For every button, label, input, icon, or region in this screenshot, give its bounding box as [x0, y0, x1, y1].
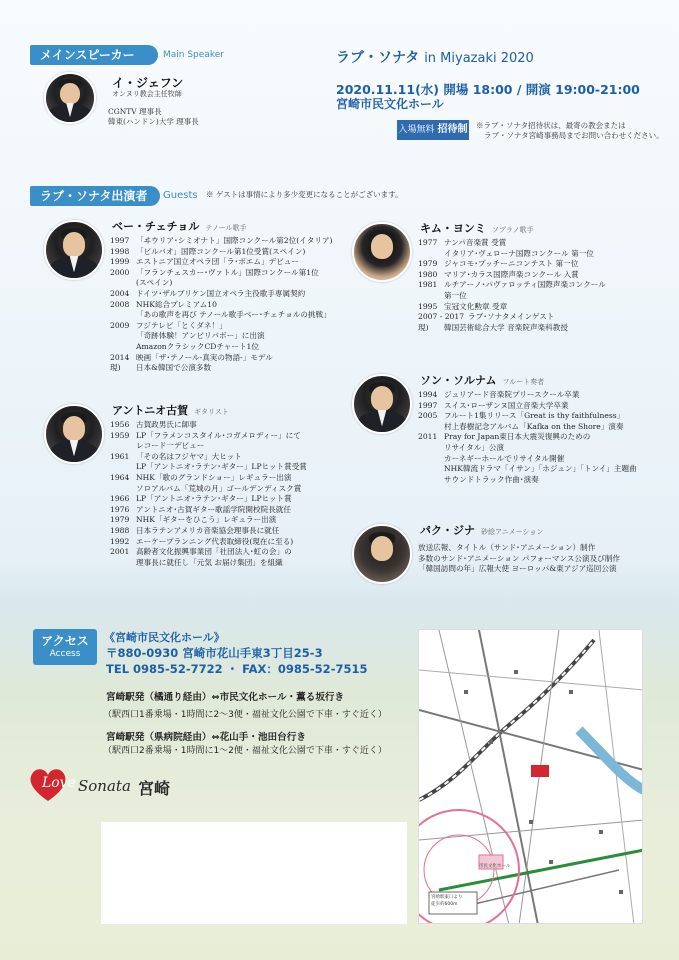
career-text: アントニオ･古賀ギター歌謡学院開校院長就任: [136, 504, 291, 514]
guests-tag: ラブ・ソナタ出演者: [30, 186, 160, 206]
career-text: ジュリアード音楽院プリースクール卒業: [444, 390, 580, 399]
career-entry: [418, 238, 606, 249]
main-speaker-position: 韓東(ハンドン)大学 理事長: [108, 117, 199, 126]
blank-stamp-area: [101, 822, 407, 924]
career-year: 2005: [418, 411, 438, 421]
career-text: ジャコモ･プッチーニコンテスト 第一位: [444, 259, 579, 269]
invitation-note: ※ラブ・ソナタ招待状は、最寄の教会または: [476, 121, 626, 130]
career-entry: 多数のサンド･アニメーション パフォーマンス公演及び制作: [418, 553, 620, 563]
career-year: 1994: [418, 390, 438, 399]
career-entry: [418, 270, 606, 281]
career-text: ドイツ･ザルブリケン国立オペラ主役歌手専属契約: [136, 288, 306, 298]
career-text: Pray for Japan東日本大震災復興のための: [444, 432, 591, 442]
access-address: 〒880-0930 宮崎市花山手東3丁目25-3: [106, 646, 323, 660]
career-text: フジテレビ「とくダネ！」: [136, 320, 227, 330]
career-entry: 放送広報、タイトル（サンド･アニメーション）制作: [418, 543, 596, 552]
career-text: 日本ラテンアメリカ音楽協会理事長に就任: [136, 525, 280, 535]
career-entry: [418, 280, 606, 291]
career-entry: [110, 473, 307, 484]
career-text: NHK「ギターをひこう」レギュラー出演: [136, 515, 277, 525]
career-text: フルート1集リリース「Great is thy faithfulness」: [444, 411, 625, 421]
bus-route-detail: （駅西口1番乗場・1時間に2～3便・福祉文化公園で下車・すぐ近く）: [103, 710, 387, 720]
guest-name: ソン・ソルナム フルート奏者: [420, 374, 545, 387]
career-year: 1977: [418, 238, 438, 247]
career-entry: [418, 411, 637, 422]
career-entry: [110, 257, 333, 268]
guest-career: [110, 420, 307, 568]
career-entry: 村上春樹記念アルバム「Kafka on the Shore」演奏: [444, 421, 624, 431]
career-text: ラブ･ソナタメインゲスト: [468, 312, 555, 322]
career-entry: ソロアルバム「荒城の月」ゴールデンディスク賞: [136, 483, 302, 493]
career-entry: [110, 452, 307, 463]
career-entry: [418, 390, 637, 401]
career-entry: [418, 259, 606, 270]
career-year: 2000: [110, 267, 130, 277]
guest-name: ベー・チェチョル テノール歌手: [112, 220, 247, 233]
career-entry: サウンドトラック作曲･演奏: [444, 474, 539, 484]
guest-photo: [352, 374, 412, 434]
career-entry: [110, 236, 333, 247]
career-entry: [110, 353, 333, 364]
career-year: 1964: [110, 472, 130, 482]
career-year: 2009: [110, 320, 130, 330]
guest-name: アントニオ古賀 ギタリスト: [112, 404, 229, 417]
career-text: ナンパ音楽賞 受賞: [444, 238, 507, 247]
career-entry: [418, 312, 606, 323]
career-year: 1992: [110, 536, 130, 546]
guest-name: パク・ジナ 砂絵アニメーション: [420, 524, 544, 537]
career-entry: [110, 515, 307, 526]
career-year: 1997: [418, 400, 438, 410]
career-text: 「フランチェスカー･ヴァトル」国際コンクール第1位: [136, 267, 319, 277]
career-entry: [418, 401, 637, 412]
access-tag: アクセス Access: [33, 629, 97, 665]
career-entry: (スペイン): [136, 278, 173, 288]
career-entry: [110, 300, 333, 311]
main-speaker-tag: メインスピーカー: [30, 45, 158, 65]
career-entry: [418, 323, 606, 334]
career-entry: リサイタル」公演: [444, 442, 505, 452]
career-year: 1979: [418, 259, 438, 269]
guest-photo: [352, 222, 412, 282]
guest-photo: [44, 404, 104, 464]
career-year: 1999: [110, 257, 130, 267]
guests-note: ※ ゲストは事情により多少変更になることがございます。: [206, 190, 403, 199]
career-entry: 理事長に就任し「元気 お届け集団」を組織: [136, 557, 283, 567]
career-entry: [110, 505, 307, 516]
career-text: 日本&韓国で公演多数: [136, 363, 212, 373]
career-year: 2008: [110, 299, 130, 309]
career-year: 1981: [418, 280, 438, 290]
bus-route: 宮崎駅発（橘通り経由）⇔市民文化ホール・薫る坂行き: [106, 692, 345, 703]
career-entry: カーネギーホールでリサイタル開催: [444, 453, 565, 463]
access-venue: 《宮崎市民文化ホール》: [104, 631, 225, 644]
main-speaker-title: オンヌリ教会主任牧師: [112, 90, 182, 98]
career-text: 宝冠文化勲章 受章: [444, 301, 508, 311]
career-entry: [418, 432, 637, 443]
career-text: 韓国芸術総合大学 音楽院声楽科教授: [444, 322, 568, 332]
career-year: 2011: [418, 432, 438, 442]
career-entry: [110, 537, 307, 548]
career-year: 1979: [110, 515, 130, 525]
logo-sonata: Sonata: [78, 777, 131, 795]
career-text: ルチアーノ･パヴァロッティ国際声楽コンクール: [444, 280, 606, 290]
career-year: 2014: [110, 352, 130, 362]
guest-name: キム・ヨンミ ソプラノ歌手: [420, 222, 534, 235]
guest-career: [110, 236, 333, 374]
career-entry: 「あの歌声を再び テノール歌手ベー･チェチョルの挑戦」: [136, 310, 331, 320]
career-text: 「その名はフジヤマ」大ヒット: [136, 451, 242, 461]
guest-photo: [44, 220, 104, 280]
map-hall-label: 市民文化ホール: [479, 864, 511, 869]
career-text: LP「フラメンコスタイル･コガメロディー」にて: [136, 430, 301, 440]
career-text: 「ヰウリア･シミオナト」国際コンクール第2位(イタリア): [136, 236, 333, 245]
career-year: 1995: [418, 301, 438, 311]
bus-route: 宮崎駅発（県病院経由）⇔花山手・池田台行き: [106, 732, 306, 743]
main-speaker-photo: [44, 72, 96, 124]
career-entry: [110, 431, 307, 442]
career-entry: LP「アントニオ･ラテン･ギター」LPヒット賞受賞: [136, 462, 307, 472]
career-entry: 「韓国訪問の年」広報大使 ヨーロッパ&東アジア巡回公演: [418, 564, 617, 574]
career-entry: [110, 494, 307, 505]
event-title: ラブ・ソナタ in Miyazaki 2020: [336, 50, 534, 66]
career-year: 1966: [110, 494, 130, 504]
guest-career: [418, 390, 637, 485]
access-map[interactable]: [418, 629, 643, 924]
career-entry: [110, 420, 307, 431]
career-text: NHK総合プレミアム10: [136, 299, 217, 309]
bus-route-detail: （駅西口2番乗場・1時間に1～2便・福祉文化公園で下車・すぐ近く）: [103, 746, 387, 756]
career-text: エーケープランニング代表取締役(現在に至る): [136, 536, 294, 546]
logo-city: 宮崎: [138, 779, 171, 798]
career-entry: AmazonクラシックCDチャート1位: [136, 341, 259, 351]
career-text: マリア･カラス国際声楽コンクール 入賞: [444, 269, 579, 279]
guest-career: [418, 238, 606, 333]
career-year: 1980: [418, 269, 438, 279]
map-footnote: 宮崎駅東口より 徒歩約600m: [431, 895, 463, 907]
career-text: 高齢者文化振興事業団「社団法人･虹の会」の: [136, 547, 292, 557]
access-phone: TEL 0985-52-7722 ・ FAX：0985-52-7515: [106, 662, 368, 676]
career-year: 2007 - 2017: [418, 312, 465, 322]
career-entry: [110, 268, 333, 279]
career-entry: 第一位: [444, 290, 467, 300]
career-text: NHK「歌のグランドショー」レギュラー出演: [136, 472, 292, 482]
main-speaker-name: イ・ジェフン: [112, 76, 184, 90]
career-entry: [110, 547, 307, 558]
career-year: 1997: [110, 236, 130, 245]
career-text: 「ビルバオ」国際コンクール第1位受賞(スペイン): [136, 246, 306, 256]
career-entry: [110, 526, 307, 537]
career-year: 1959: [110, 430, 130, 440]
career-entry: [110, 321, 333, 332]
love-sonata-logo: [28, 766, 188, 804]
guest-career: [418, 543, 620, 575]
career-year: 2004: [110, 288, 130, 298]
guests-tag-en: Guests: [163, 190, 198, 201]
career-entry: イタリア･ヴェローナ国際コンクール 第一位: [444, 248, 594, 258]
logo-love: Love: [42, 775, 76, 791]
career-year: 1988: [110, 525, 130, 535]
invitation-note: ラブ・ソナタ宮崎事務局までお問い合わせください。: [484, 131, 664, 140]
career-year: 1976: [110, 504, 130, 514]
career-entry: レコード一デビュー: [136, 441, 205, 451]
career-text: LP「アントニオ･ラテン･ギター」LPヒット賞: [136, 494, 292, 504]
career-year: 1998: [110, 246, 130, 256]
main-speaker-tag-en: Main Speaker: [163, 50, 224, 60]
guest-photo: [352, 524, 412, 584]
career-text: 映画「ザ･テノール-真実の物語-」モデル: [136, 352, 273, 362]
career-year: 現): [110, 363, 121, 373]
career-entry: [418, 302, 606, 313]
career-entry: [110, 363, 333, 374]
admission-badge: 入場無料 招待制: [397, 120, 469, 140]
career-year: 2001: [110, 547, 130, 557]
career-text: エストニア国立オペラ団「ラ･ボエム」デビュー: [136, 257, 299, 267]
event-venue: 宮崎市民文化ホール: [336, 97, 444, 111]
career-year: 1956: [110, 420, 130, 429]
main-speaker-position: CGNTV 理事長: [108, 107, 162, 116]
career-year: 1961: [110, 451, 130, 461]
career-text: スイス･ローザンヌ国立音楽大学卒業: [444, 400, 569, 410]
career-entry: 「奇跡体験！アンビリバボー」に出演: [136, 331, 265, 341]
event-date: 2020.11.11(水) 開場 18:00 / 開演 19:00-21:00: [336, 82, 640, 97]
career-entry: NHK韓流ドラマ「イサン」「ホジュン」「トンイ」主題曲: [444, 464, 637, 474]
career-entry: [110, 247, 333, 258]
career-entry: [110, 289, 333, 300]
career-year: 現): [418, 322, 429, 332]
career-text: 古賀政男氏に師事: [136, 420, 197, 429]
